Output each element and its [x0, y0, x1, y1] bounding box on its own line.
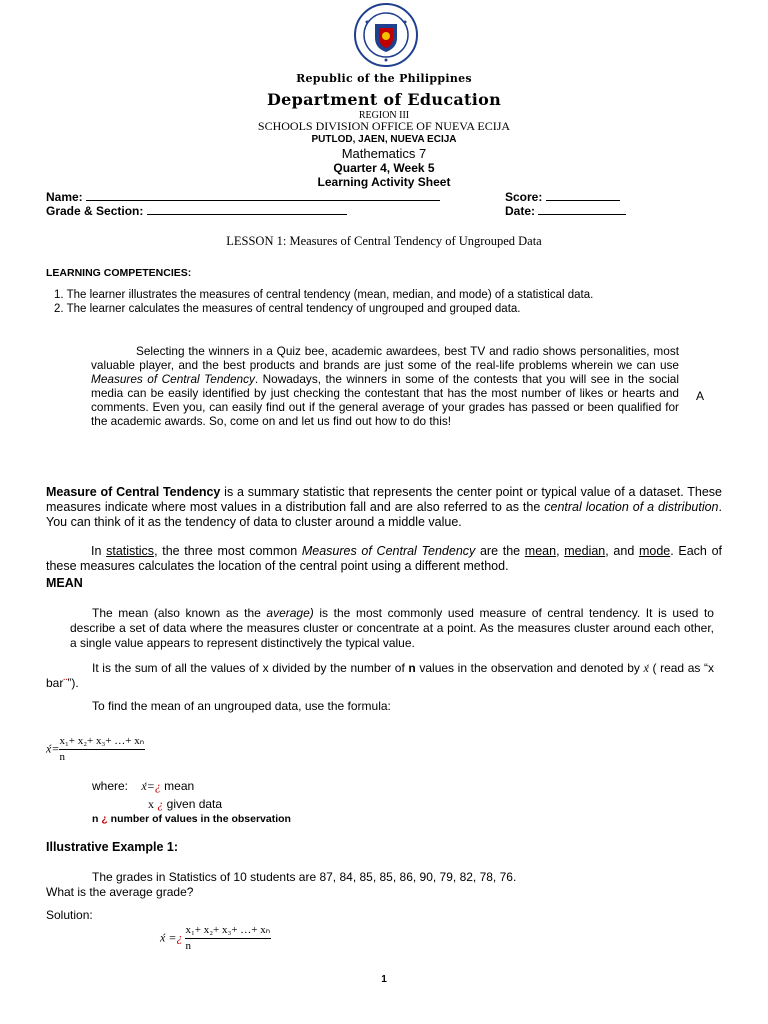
- mode-link[interactable]: mode: [638, 544, 671, 558]
- mean-heading: MEAN: [46, 576, 83, 590]
- deped-seal-icon: [353, 2, 419, 68]
- grade-line[interactable]: [147, 203, 347, 215]
- page-number: 1: [381, 974, 387, 985]
- where-line-2: x ¿ given data: [148, 797, 223, 811]
- mean-paragraph-2: It is the sum of all the values of x divided by the number of n values in the observation and denoted by x́ ( read as “x bar¨”).: [46, 661, 714, 690]
- score-line[interactable]: [546, 189, 620, 201]
- name-field[interactable]: [46, 189, 440, 204]
- department-heading: Department of Education: [266, 90, 502, 109]
- competencies-heading: LEARNING COMPETENCIES:: [46, 267, 192, 279]
- where-line-1: where: x́=¿ mean: [92, 779, 195, 793]
- formula-fraction: $\frac{\text{x₁+ x₂+ x₃+ …+ xₙ}}{n}$: [59, 735, 145, 763]
- solution-fraction: $\frac{\text{x₁+ x₂+ x₃+ …+ xₙ}}{n}$: [185, 924, 271, 952]
- score-field[interactable]: [505, 189, 620, 204]
- competency-item: 2. The learner calculates the measures of central tendency of ungrouped and grouped data.: [54, 303, 521, 315]
- statistics-link[interactable]: statistics: [106, 544, 155, 558]
- name-label: Name:: [46, 190, 83, 204]
- statistics-paragraph: In statistics, the three most common Measures of Central Tendency are the mean, median, and mode. Each of these measures calculates the location of the central point using a different method.: [46, 544, 722, 573]
- intro-paragraph: Selecting the winners in a Quiz bee, academic awardees, best TV and radio shows personalities, most valuable player, and the best products and brands are just some of the real-life problems wherein we can use Measures of Central Tendency. Nowadays, the winners in some of the contests that you will see in the social media can be easily identified by just checking the contestant that has the most number of likes or hearts and comments. Even you, can easily find out if the general average of your grades has passed or been qualified for the academic awards. So, come on and let us find out how to do this!: [91, 344, 679, 428]
- subject-heading: Mathematics 7: [341, 146, 427, 161]
- lesson-title: LESSON 1: Measures of Central Tendency of Ungrouped Data: [226, 234, 542, 248]
- republic-heading: Republic of the Philippines: [296, 72, 472, 85]
- mean-paragraph-1: The mean (also known as the average) is the most commonly used measure of central tendency. It is used to describe a set of data where the measures cluster or concentrate at a point. As the measures cluster around each other, a single value appears to represent distinctively the typical value.: [70, 606, 714, 650]
- quarter-heading: Quarter 4, Week 5: [333, 161, 435, 175]
- where-line-3: n ¿ number of values in the observation: [92, 813, 291, 825]
- region-heading: REGION III: [358, 110, 410, 121]
- example-question: The grades in Statistics of 10 students are 87, 84, 85, 85, 86, 90, 79, 82, 78, 76.: [92, 870, 517, 884]
- score-label: Score:: [505, 190, 543, 204]
- competency-item: 1. The learner illustrates the measures of central tendency (mean, median, and mode) of a statistical data.: [54, 289, 594, 301]
- example-heading: Illustrative Example 1:: [46, 840, 179, 854]
- median-link[interactable]: median: [564, 544, 606, 558]
- example-question-2: What is the average grade?: [46, 885, 194, 899]
- mean-paragraph-3: To find the mean of an ungrouped data, use the formula:: [92, 699, 391, 713]
- mean-formula: x́= $\frac{\text{x₁+ x₂+ x₃+ …+ xₙ}}{n}$: [46, 735, 145, 763]
- grade-label: Grade & Section:: [46, 204, 144, 218]
- solution-label: Solution:: [46, 908, 93, 922]
- sheet-heading: Learning Activity Sheet: [317, 175, 451, 189]
- solution-formula: x́ =¿ $\frac{\text{x₁+ x₂+ x₃+ …+ xₙ}}{n}$: [160, 924, 271, 952]
- date-field[interactable]: [505, 203, 626, 218]
- definition-paragraph: Measure of Central Tendency is a summary statistic that represents the center point or typical value of a dataset. These measures indicate where most values in a distribution fall and are also referred to as the central location of a distribution. You can think of it as the tendency of data to cluster around a middle value.: [46, 485, 722, 529]
- date-label: Date:: [505, 204, 536, 218]
- name-line[interactable]: [86, 189, 440, 201]
- mean-link[interactable]: mean: [524, 544, 557, 558]
- address-heading: PUTLOD, JAEN, NUEVA ECIJA: [311, 134, 457, 145]
- division-heading: SCHOOLS DIVISION OFFICE OF NUEVA ECIJA: [257, 119, 511, 133]
- side-letter: A: [696, 389, 705, 403]
- date-line[interactable]: [538, 203, 626, 215]
- grade-field[interactable]: [46, 203, 347, 218]
